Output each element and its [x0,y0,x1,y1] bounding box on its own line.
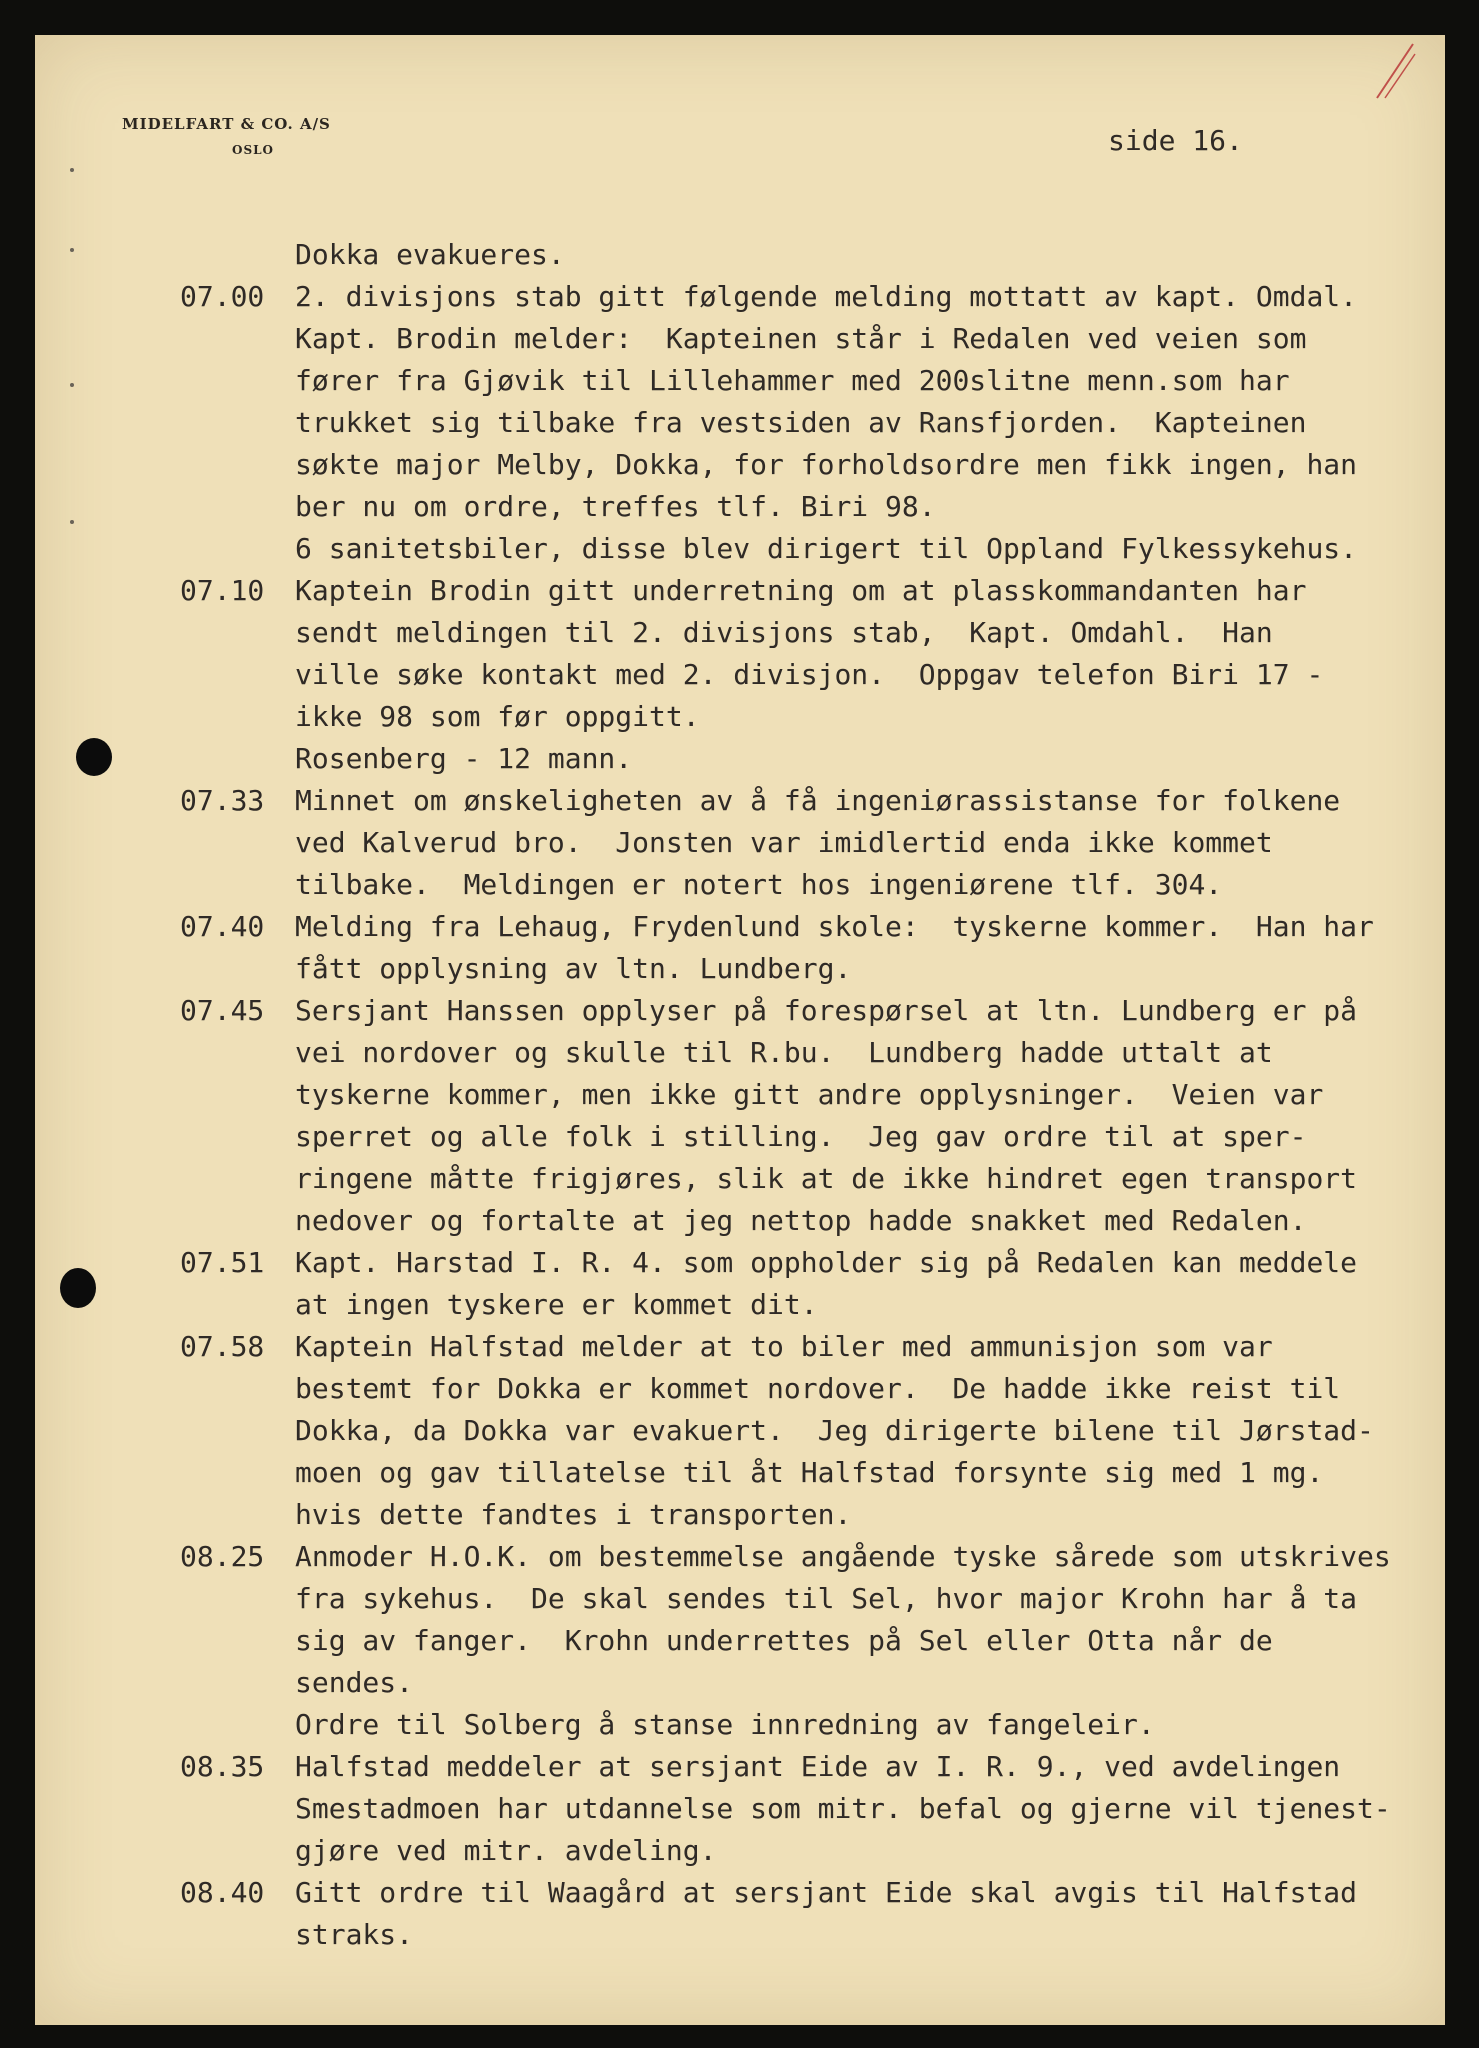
entry-time: 07.45 [180,994,265,1027]
log-entry [0,780,1479,906]
entry-time: 07.33 [180,784,265,817]
entry-text: Kaptein Halfstad melder at to biler med ammunisjon som var bestemt for Dokka er kommet nordover. De hadde ikke reist til Dokka, da Dokka var evakuert. Jeg dirigerte bilene til Jørstad- moen og gav tillatelse til åt Halfstad forsynte sig med 1 mg. hvis dette fandtes i transporten. [295,1330,1374,1531]
entry-time: 07.51 [180,1246,265,1279]
entry-text: Melding fra Lehaug, Frydenlund skole: tyskerne kommer. Han har fått opplysning av ltn. Lundberg. [295,910,1374,985]
entry-text: Gitt ordre til Waagård at sersjant Eide skal avgis til Halfstad straks. [295,1876,1358,1951]
page-number: side 16. [1108,124,1243,157]
entry-text: Kaptein Brodin gitt underretning om at plasskommandanten har sendt meldingen til 2. divisjons stab, Kapt. Omdahl. Han ville søke kontakt med 2. divisjon. Oppgav telefon Biri 17 - ikke 98 som før oppgitt. Rosenberg - 12 mann. [295,574,1324,775]
log-entry [0,1872,1479,1956]
entry-text: Dokka evakueres. [295,238,565,271]
letterhead-city: OSLO [232,142,275,157]
entry-time: 08.25 [180,1540,265,1573]
log-entry [0,1242,1479,1326]
entry-text: Halfstad meddeler at sersjant Eide av I. R. 9., ved avdelingen Smestadmoen har utdannelse som mitr. befal og gjerne vil tjenest- gjøre ved mitr. avdeling. [295,1750,1391,1867]
entry-text: 2. divisjons stab gitt følgende melding mottatt av kapt. Omdal. Kapt. Brodin melder: Kapteinen står i Redalen ved veien som fører fra Gjøvik til Lillehammer med 200slitne menn.som har trukket sig tilbake fra vestsiden av Ransfjorden. Kapteinen søkte major Melby, Dokka, for forholdsordre men fikk ingen, han ber nu om ordre, treffes tlf. Biri 98. 6 sanitetsbiler, disse blev dirigert til Oppland Fylkessykehus. [295,280,1358,565]
log-entries [0,234,1479,1956]
entry-text: Anmoder H.O.K. om bestemmelse angående tyske sårede som utskrives fra sykehus. De skal sendes til Sel, hvor major Krohn har å ta sig av fanger. Krohn underrettes på Sel eller Otta når de sendes. Ordre til Solberg å stanse innredning av fangeleir. [295,1540,1391,1741]
entry-text: Sersjant Hanssen opplyser på forespørsel at ltn. Lundberg er på vei nordover og skulle til R.bu. Lundberg hadde uttalt at tyskerne kommer, men ikke gitt andre opplysninger. Veien var sperret og alle folk i stilling. Jeg gav ordre til at sper- ringene måtte frigjøres, slik at de ikke hindret egen transport nedover og fortalte at jeg nettop hadde snakket med Redalen. [295,994,1358,1237]
entry-time: 07.40 [180,910,265,943]
red-pencil-mark [1373,42,1417,100]
entry-time: 07.10 [180,574,265,607]
letterhead-company: MIDELFART & CO. A/S [122,115,331,133]
log-entry [0,1326,1479,1536]
entry-text: Minnet om ønskeligheten av å få ingeniørassistanse for folkene ved Kalverud bro. Jonsten var imidlertid enda ikke kommet tilbake. Meldingen er notert hos ingeniørene tlf. 304. [295,784,1341,901]
log-entry [0,234,1479,276]
entry-text: Kapt. Harstad I. R. 4. som oppholder sig på Redalen kan meddele at ingen tyskere er kommet dit. [295,1246,1358,1321]
entry-time: 07.58 [180,1330,265,1363]
log-entry [0,570,1479,780]
log-entry [0,990,1479,1242]
entry-time: 07.00 [180,280,265,313]
entry-time: 08.35 [180,1750,265,1783]
margin-tick [70,168,74,172]
log-entry [0,1536,1479,1746]
log-entry [0,1746,1479,1872]
letterhead [122,110,331,161]
log-entry [0,276,1479,570]
log-entry [0,906,1479,990]
entry-time: 08.40 [180,1876,265,1909]
